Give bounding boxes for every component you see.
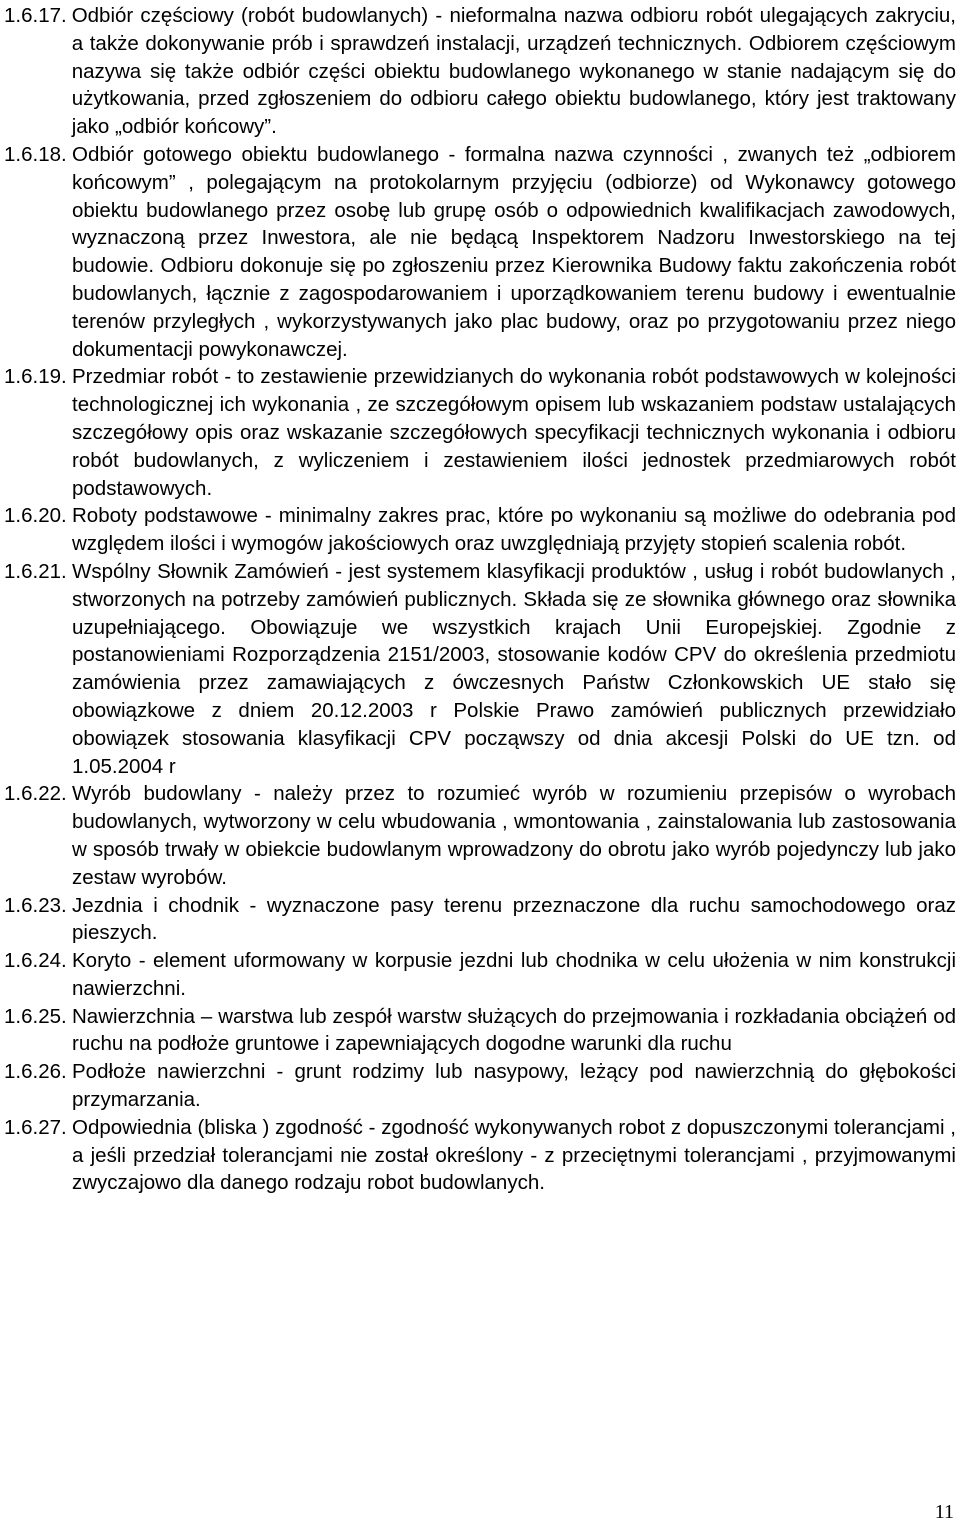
definition-1-6-22 xyxy=(4,780,956,891)
definition-text: Przedmiar robót - to zestawienie przewidzianych do wykonania robót podstawowych w kolejności technologicznej ich wykonania , ze szczegółowym opisem lub wskazaniem podstaw ustalających szczegółowy opis oraz wskazanie szczegółowych specyfikacji technicznych wykonania i odbioru robót budowlanych, z wyliczeniem i zestawieniem ilości jednostek przedmiarowych robót podstawowych. xyxy=(72,365,956,500)
definition-number: 1.6.24. xyxy=(4,949,67,973)
definition-1-6-24 xyxy=(4,947,956,1003)
definition-number: 1.6.18. xyxy=(4,142,67,166)
definition-number: 1.6.20. xyxy=(4,504,67,528)
definition-number: 1.6.23. xyxy=(4,893,67,917)
definition-1-6-25 xyxy=(4,1003,956,1059)
definition-text: Wyrób budowlany - należy przez to rozumieć wyrób w rozumieniu przepisów o wyrobach budowlanych, wytworzony w celu wbudowania , wmontowania , zainstalowania lub zastosowania w sposób trwały w obiekcie budowlanym wprowadzony do obrotu jako wyrób pojedynczy lub jako zestaw wyrobów. xyxy=(72,782,956,889)
definition-text: Koryto - element uformowany w korpusie jezdni lub chodnika w celu ułożenia w nim konstrukcji nawierzchni. xyxy=(72,949,956,1000)
definition-number: 1.6.21. xyxy=(4,559,67,583)
definition-number: 1.6.26. xyxy=(4,1060,67,1084)
definition-text: Nawierzchnia – warstwa lub zespół warstw służących do przejmowania i rozkładania obciążeń od ruchu na podłoże gruntowe i zapewniających dogodne warunki dla ruchu xyxy=(72,1004,956,1056)
definition-1-6-27 xyxy=(4,1114,956,1197)
definition-1-6-21 xyxy=(4,558,956,780)
definition-number: 1.6.25. xyxy=(4,1004,67,1028)
definition-1-6-19 xyxy=(4,363,956,502)
definition-text: Odbiór gotowego obiektu budowlanego - formalna nazwa czynności , zwanych też „odbiorem końcowym” , polegającym na protokolarnym przyjęciu (odbiorze) od Wykonawcy gotowego obiektu budowlanego przez osobę lub grupę osób o odpowiednich kwalifikacjach zawodowych, wyznaczoną przez Inwestora, ale nie będącą Inspektorem Nadzoru Inwestorskiego na tej budowie. Odbioru dokonuje się po zgłoszeniu przez Kierownika Budowy faktu zakończenia robót budowlanych, łącznie z zagospodarowaniem i uporządkowaniem terenu budowy i ewentualnie terenów przyległych , wykorzystywanych jako plac budowy, oraz po przygotowaniu przez niego dokumentacji powykonawczej. xyxy=(72,142,956,361)
definition-1-6-17 xyxy=(4,2,956,141)
definition-text: Podłoże nawierzchni - grunt rodzimy lub nasypowy, leżący pod nawierzchnią do głębokości przymarzania. xyxy=(72,1060,956,1112)
definition-1-6-23 xyxy=(4,892,956,948)
definition-1-6-18 xyxy=(4,141,956,363)
definition-1-6-20 xyxy=(4,502,956,558)
definition-text: Roboty podstawowe - minimalny zakres prac, które po wykonaniu są możliwe do odebrania pod względem ilości i wymogów jakościowych oraz uwzględniają przyjęty stopień scalenia robót. xyxy=(72,504,956,556)
definition-1-6-26 xyxy=(4,1058,956,1114)
definition-number: 1.6.17. xyxy=(4,4,67,27)
definition-number: 1.6.27. xyxy=(4,1115,67,1139)
page-number: 11 xyxy=(934,1501,954,1523)
definition-number: 1.6.22. xyxy=(4,782,67,806)
definition-text: Jezdnia i chodnik - wyznaczone pasy terenu przeznaczone dla ruchu samochodowego oraz pieszych. xyxy=(72,893,956,945)
definition-text: Odbiór częściowy (robót budowlanych) - nieformalna nazwa odbioru robót ulegających zakryciu, a także dokonywanie prób i sprawdzeń instalacji, urządzeń technicznych. Odbiorem częściowym nazywa się także odbiór części obiektu budowlanego wykonanego w stanie nadającym się do użytkowania, przed zgłoszeniem do odbioru całego obiektu budowlanego, który jest traktowany jako „odbiór końcowy”. xyxy=(71,4,956,139)
definition-text: Odpowiednia (bliska ) zgodność - zgodność wykonywanych robot z dopuszczonymi tolerancjami , a jeśli przedział tolerancjami nie został określony - z przeciętnymi tolerancjami , przyjmowanymi zwyczajowo dla danego rodzaju robot budowlanych. xyxy=(72,1115,956,1195)
definition-text: Wspólny Słownik Zamówień - jest systemem klasyfikacji produktów , usług i robót budowlanych , stworzonych na potrzeby zamówień publicznych. Składa się ze słownika głównego oraz słownika uzupełniającego. Obowiązuje we wszystkich krajach Unii Europejskiej. Zgodnie z postanowieniami Rozporządzenia 2151/2003, stosowanie kodów CPV do określenia przedmiotu zamówienia przez zamawiających z ówczesnych Państw Członkowskich UE stało się obowiązkowe z dniem 20.12.2003 r Polskie Prawo zamówień publicznych przewidziało obowiązek stosowania klasyfikacji CPV począwszy od dnia akcesji Polski do UE tzn. od 1.05.2004 r xyxy=(72,559,956,778)
definition-number: 1.6.19. xyxy=(4,365,67,389)
